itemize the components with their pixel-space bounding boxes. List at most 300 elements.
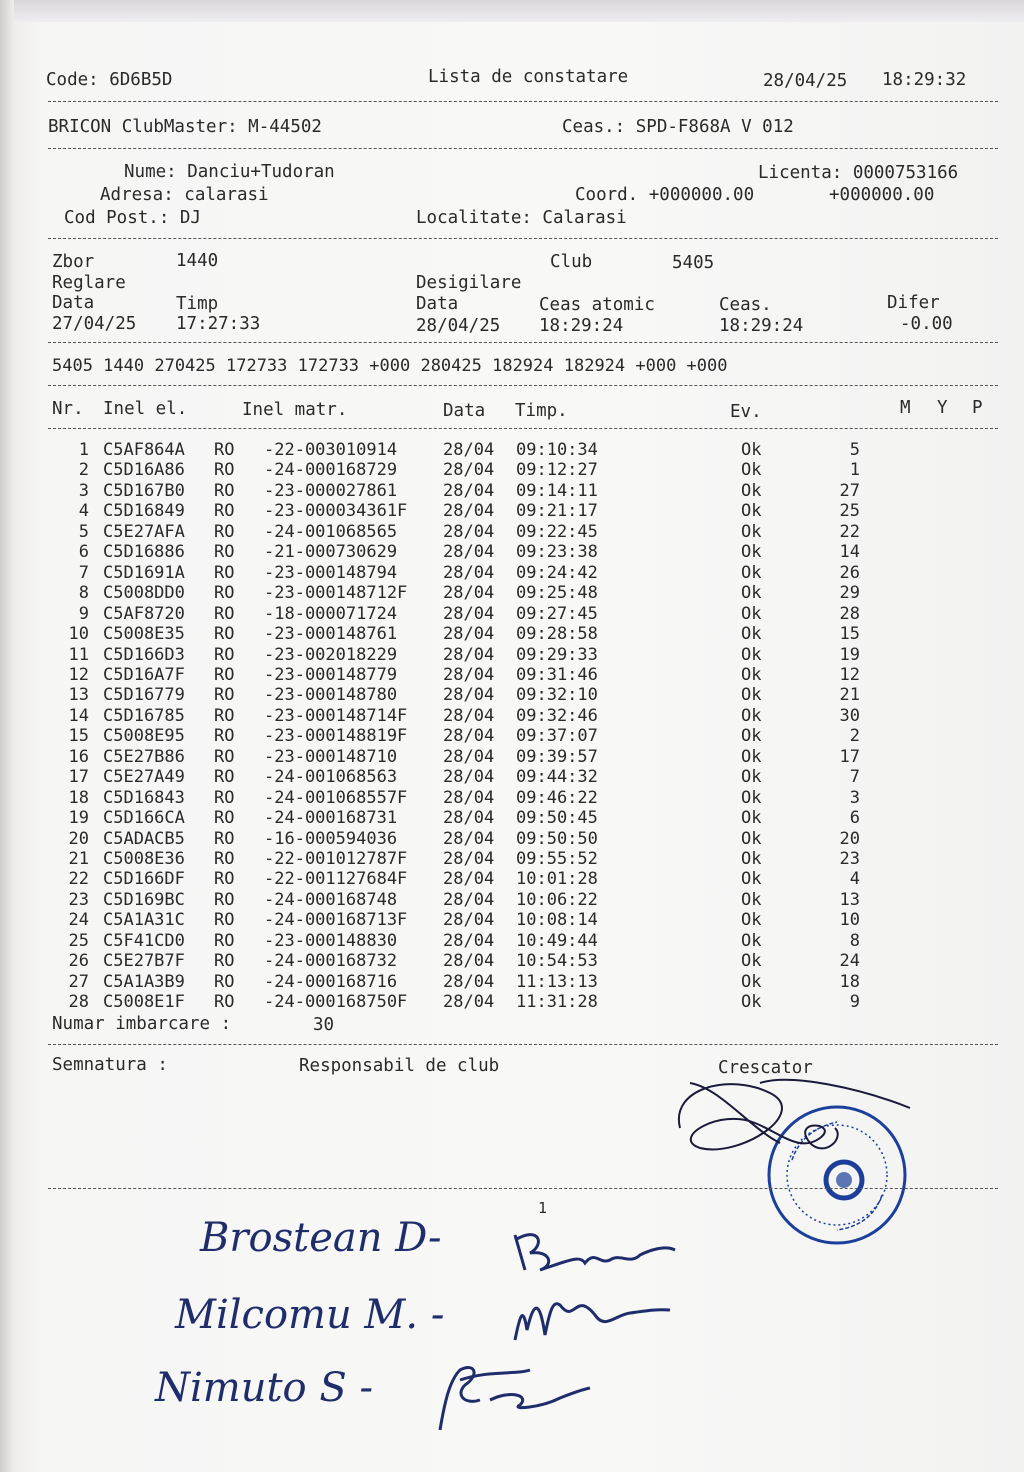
cell-cc: RO: [214, 767, 235, 788]
cell-data: 28/04: [443, 767, 495, 788]
owner-address: Adresa: calarasi: [100, 185, 269, 205]
cell-cc: RO: [214, 603, 235, 624]
device-model: BRICON ClubMaster: M-44502: [48, 117, 322, 137]
cell-timp: 10:01:28: [516, 869, 598, 890]
header-date: 28/04/25: [763, 71, 848, 91]
table-row: [0, 624, 1024, 645]
cell-nr: 16: [68, 746, 89, 767]
cell-el: C5D16849: [103, 501, 185, 522]
cell-nr: 18: [68, 787, 89, 808]
cell-timp: 09:44:32: [516, 767, 598, 788]
cell-data: 28/04: [443, 849, 495, 869]
cell-timp: 09:55:52: [516, 849, 598, 869]
cell-matr: -23-002018229: [264, 644, 398, 665]
cell-cc: RO: [214, 583, 235, 604]
cell-data: 28/04: [443, 992, 495, 1013]
owner-locality: Localitate: Calarasi: [416, 208, 627, 228]
cell-timp: 09:32:46: [516, 705, 598, 726]
cell-n: 27: [839, 480, 860, 501]
cell-ev: Ok: [741, 521, 762, 542]
reglare-time-label: Timp: [176, 294, 219, 314]
cell-n: 18: [839, 971, 860, 992]
cell-el: C5E27B7F: [103, 951, 185, 972]
cell-cc: RO: [214, 624, 235, 645]
cell-matr: -23-000034361F: [264, 501, 408, 522]
table-row: [0, 951, 1024, 972]
divider: [48, 342, 998, 343]
cell-ev: Ok: [741, 440, 762, 460]
cell-cc: RO: [214, 542, 235, 563]
cell-timp: 10:54:53: [516, 951, 598, 972]
clock-time: 18:29:24: [719, 316, 804, 336]
table-row: [0, 563, 1024, 584]
page-number: 1: [538, 1199, 548, 1217]
cell-cc: RO: [214, 501, 235, 522]
cell-cc: RO: [214, 705, 235, 726]
cell-matr: -22-001127684F: [264, 869, 408, 890]
divider: [48, 428, 998, 429]
table-row: [0, 583, 1024, 604]
table-row: [0, 726, 1024, 747]
reglare-time: 17:27:33: [176, 314, 261, 334]
cell-ev: Ok: [741, 849, 762, 869]
cell-el: C5D166CA: [103, 808, 185, 829]
cell-timp: 09:46:22: [516, 787, 598, 808]
cell-cc: RO: [214, 460, 235, 481]
flight-number: 1440: [176, 251, 219, 271]
cell-ev: Ok: [741, 705, 762, 726]
difference-value: -0.00: [900, 314, 953, 334]
cell-cc: RO: [214, 746, 235, 767]
cell-el: C5ADACB5: [103, 828, 185, 849]
cell-data: 28/04: [443, 685, 495, 706]
cell-nr: 20: [68, 828, 89, 849]
header-time: 18:29:32: [882, 70, 967, 90]
cell-matr: -23-000148714F: [264, 705, 408, 726]
owner-license: Licenta: 0000753166: [758, 163, 959, 183]
cell-timp: 10:06:22: [516, 889, 598, 910]
cell-matr: -23-000148712F: [264, 583, 408, 604]
cell-data: 28/04: [443, 501, 495, 522]
cell-ev: Ok: [741, 501, 762, 522]
cell-n: 20: [839, 828, 860, 849]
col-header-y: Y: [937, 398, 948, 418]
cell-cc: RO: [214, 808, 235, 829]
cell-nr: 21: [68, 849, 89, 869]
cell-cc: RO: [214, 562, 235, 583]
cell-cc: RO: [214, 480, 235, 501]
cell-el: C5E27B86: [103, 746, 185, 767]
cell-ev: Ok: [741, 603, 762, 624]
cell-n: 1: [849, 460, 860, 481]
col-header-nr: Nr.: [52, 399, 84, 419]
cell-timp: 09:24:42: [516, 562, 598, 583]
cell-nr: 15: [68, 726, 89, 747]
cell-cc: RO: [214, 971, 235, 992]
cell-n: 30: [839, 705, 860, 726]
divider: [48, 148, 998, 149]
cell-data: 28/04: [443, 583, 495, 604]
cell-el: C5008E35: [103, 624, 185, 645]
cell-cc: RO: [214, 849, 235, 869]
table-row: [0, 481, 1024, 502]
table-row: [0, 910, 1024, 931]
cell-timp: 09:25:48: [516, 583, 598, 604]
cell-el: C5D166D3: [103, 644, 185, 665]
cell-matr: -24-000168729: [264, 460, 398, 481]
handwritten-signature-3: [420, 1350, 600, 1440]
owner-postal-code: Cod Post.: DJ: [64, 208, 201, 228]
cell-timp: 10:08:14: [516, 910, 598, 931]
cell-matr: -24-000168750F: [264, 992, 408, 1013]
cell-el: C5D16779: [103, 685, 185, 706]
cell-n: 25: [839, 501, 860, 522]
divider: [48, 1188, 998, 1189]
cell-n: 19: [839, 644, 860, 665]
club-label: Club: [550, 252, 593, 272]
cell-matr: -22-003010914: [264, 440, 398, 460]
cell-data: 28/04: [443, 971, 495, 992]
cell-matr: -24-000168748: [264, 889, 398, 910]
table-row: [0, 665, 1024, 686]
table-row: [0, 931, 1024, 952]
handwritten-name-1: Brostean D-: [200, 1215, 442, 1261]
cell-ev: Ok: [741, 664, 762, 685]
cell-data: 28/04: [443, 562, 495, 583]
paper-top-edge: [0, 0, 1024, 22]
col-header-data: Data: [443, 401, 486, 421]
cell-n: 26: [839, 562, 860, 583]
cell-matr: -22-001012787F: [264, 849, 408, 869]
cell-ev: Ok: [741, 685, 762, 706]
cell-el: C5E27AFA: [103, 521, 185, 542]
club-number: 5405: [672, 253, 715, 273]
cell-ev: Ok: [741, 828, 762, 849]
owner-coordinates-second: +000000.00: [829, 185, 935, 205]
cell-n: 22: [839, 521, 860, 542]
cell-nr: 25: [68, 930, 89, 951]
cell-matr: -23-000148710: [264, 746, 398, 767]
reglare-date: 27/04/25: [52, 314, 137, 334]
cell-ev: Ok: [741, 951, 762, 972]
cell-matr: -24-001068563: [264, 767, 398, 788]
cell-n: 5: [849, 440, 860, 460]
cell-el: C5D16785: [103, 705, 185, 726]
cell-n: 21: [839, 685, 860, 706]
table-row: [0, 849, 1024, 870]
cell-ev: Ok: [741, 746, 762, 767]
cell-n: 15: [839, 624, 860, 645]
desigilare-date: 28/04/25: [416, 316, 501, 336]
cell-data: 28/04: [443, 828, 495, 849]
cell-nr: 8: [78, 583, 89, 604]
cell-matr: -24-001068557F: [264, 787, 408, 808]
cell-n: 3: [849, 787, 860, 808]
cell-ev: Ok: [741, 869, 762, 890]
device-clock: Ceas.: SPD-F868A V 012: [562, 117, 794, 137]
cell-data: 28/04: [443, 460, 495, 481]
reglare-label: Reglare: [52, 273, 126, 293]
cell-nr: 1: [78, 440, 89, 460]
divider: [48, 101, 998, 102]
cell-n: 6: [849, 808, 860, 829]
cell-matr: -23-000148794: [264, 562, 398, 583]
cell-timp: 11:13:13: [516, 971, 598, 992]
cell-cc: RO: [214, 889, 235, 910]
cell-nr: 2: [78, 460, 89, 481]
cell-data: 28/04: [443, 480, 495, 501]
cell-cc: RO: [214, 869, 235, 890]
divider: [48, 385, 998, 386]
cell-data: 28/04: [443, 910, 495, 931]
cell-matr: -23-000148830: [264, 930, 398, 951]
cell-data: 28/04: [443, 726, 495, 747]
cell-ev: Ok: [741, 889, 762, 910]
cell-nr: 23: [68, 889, 89, 910]
cell-cc: RO: [214, 726, 235, 747]
cell-el: C5D169BC: [103, 889, 185, 910]
cell-nr: 14: [68, 705, 89, 726]
cell-data: 28/04: [443, 787, 495, 808]
cell-ev: Ok: [741, 542, 762, 563]
cell-n: 10: [839, 910, 860, 931]
cell-el: C5A1A3B9: [103, 971, 185, 992]
cell-ev: Ok: [741, 460, 762, 481]
cell-timp: 09:37:07: [516, 726, 598, 747]
cell-el: C5E27A49: [103, 767, 185, 788]
owner-name: Nume: Danciu+Tudoran: [124, 162, 335, 182]
cell-matr: -23-000148819F: [264, 726, 408, 747]
cell-cc: RO: [214, 440, 235, 460]
cell-timp: 09:27:45: [516, 603, 598, 624]
cell-timp: 09:14:11: [516, 480, 598, 501]
breeder-signature: [660, 1068, 930, 1168]
cell-nr: 24: [68, 910, 89, 931]
cell-timp: 09:39:57: [516, 746, 598, 767]
atomic-clock-time: 18:29:24: [539, 316, 624, 336]
cell-nr: 12: [68, 664, 89, 685]
cell-nr: 28: [68, 992, 89, 1013]
cell-matr: -24-000168731: [264, 808, 398, 829]
cell-timp: 11:31:28: [516, 992, 598, 1013]
cell-timp: 09:50:45: [516, 808, 598, 829]
cell-n: 4: [849, 869, 860, 890]
cell-ev: Ok: [741, 808, 762, 829]
cell-nr: 11: [68, 644, 89, 665]
col-header-m: M: [900, 398, 911, 418]
col-header-inel-matr: Inel matr.: [242, 400, 348, 420]
signature-label: Semnatura :: [52, 1055, 168, 1075]
cell-nr: 19: [68, 808, 89, 829]
cell-nr: 17: [68, 767, 89, 788]
cell-data: 28/04: [443, 624, 495, 645]
col-header-inel-el: Inel el.: [103, 399, 188, 419]
cell-nr: 10: [68, 624, 89, 645]
divider: [48, 238, 998, 239]
cell-timp: 09:32:10: [516, 685, 598, 706]
table-row: [0, 604, 1024, 625]
cell-matr: -23-000148780: [264, 685, 398, 706]
document-title: Lista de constatare: [428, 67, 629, 87]
boarding-count-value: 30: [313, 1015, 335, 1035]
handwritten-signature-1: [500, 1215, 680, 1285]
col-header-p: P: [972, 398, 983, 418]
cell-cc: RO: [214, 951, 235, 972]
table-row: [0, 747, 1024, 768]
table-row: [0, 542, 1024, 563]
cell-data: 28/04: [443, 930, 495, 951]
cell-matr: -24-001068565: [264, 521, 398, 542]
cell-el: C5D167B0: [103, 480, 185, 501]
cell-data: 28/04: [443, 869, 495, 890]
cell-cc: RO: [214, 521, 235, 542]
cell-nr: 13: [68, 685, 89, 706]
cell-data: 28/04: [443, 889, 495, 910]
cell-matr: -23-000027861: [264, 480, 398, 501]
cell-cc: RO: [214, 930, 235, 951]
cell-ev: Ok: [741, 562, 762, 583]
cell-nr: 6: [78, 542, 89, 563]
table-row: [0, 829, 1024, 850]
cell-nr: 27: [68, 971, 89, 992]
cell-ev: Ok: [741, 767, 762, 788]
cell-cc: RO: [214, 664, 235, 685]
cell-n: 28: [839, 603, 860, 624]
cell-el: C5D16843: [103, 787, 185, 808]
cell-timp: 09:10:34: [516, 440, 598, 460]
cell-ev: Ok: [741, 480, 762, 501]
cell-el: C5D1691A: [103, 562, 185, 583]
cell-data: 28/04: [443, 440, 495, 460]
table-row: [0, 522, 1024, 543]
boarding-count-label: Numar imbarcare :: [52, 1014, 232, 1034]
cell-n: 17: [839, 746, 860, 767]
cell-cc: RO: [214, 992, 235, 1013]
table-row: [0, 460, 1024, 481]
cell-timp: 09:31:46: [516, 664, 598, 685]
cell-matr: -16-000594036: [264, 828, 398, 849]
cell-nr: 4: [78, 501, 89, 522]
cell-data: 28/04: [443, 746, 495, 767]
table-row: [0, 890, 1024, 911]
cell-timp: 09:22:45: [516, 521, 598, 542]
table-row: [0, 645, 1024, 666]
difference-label: Difer: [887, 293, 940, 313]
divider: [48, 1044, 998, 1045]
cell-ev: Ok: [741, 726, 762, 747]
cell-ev: Ok: [741, 583, 762, 604]
cell-n: 29: [839, 583, 860, 604]
handwritten-name-3: Nimuto S -: [155, 1365, 373, 1411]
cell-el: C5AF8720: [103, 603, 185, 624]
cell-n: 12: [839, 664, 860, 685]
cell-nr: 3: [78, 480, 89, 501]
cell-el: C5D16A7F: [103, 664, 185, 685]
table-row: [0, 685, 1024, 706]
cell-ev: Ok: [741, 971, 762, 992]
cell-timp: 09:21:17: [516, 501, 598, 522]
cell-ev: Ok: [741, 787, 762, 808]
cell-nr: 22: [68, 869, 89, 890]
cell-matr: -18-000071724: [264, 603, 398, 624]
cell-data: 28/04: [443, 603, 495, 624]
cell-n: 24: [839, 951, 860, 972]
owner-coordinates: Coord. +000000.00: [575, 185, 755, 205]
cell-el: C5D166DF: [103, 869, 185, 890]
cell-timp: 10:49:44: [516, 930, 598, 951]
document-code: Code: 6D6B5D: [46, 70, 173, 90]
cell-matr: -24-000168732: [264, 951, 398, 972]
cell-data: 28/04: [443, 644, 495, 665]
atomic-clock-label: Ceas atomic: [539, 295, 655, 315]
cell-el: C5D16886: [103, 542, 185, 563]
cell-timp: 09:50:50: [516, 828, 598, 849]
cell-el: C5008E1F: [103, 992, 185, 1013]
cell-nr: 5: [78, 521, 89, 542]
col-header-ev: Ev.: [730, 402, 762, 422]
cell-n: 14: [839, 542, 860, 563]
desigilare-label: Desigilare: [416, 273, 522, 293]
cell-n: 23: [839, 849, 860, 869]
cell-n: 8: [849, 930, 860, 951]
cell-n: 7: [849, 767, 860, 788]
cell-el: C5008DD0: [103, 583, 185, 604]
table-row: [0, 808, 1024, 829]
reglare-date-label: Data: [52, 293, 95, 313]
breeder-label: Crescator: [718, 1058, 813, 1078]
cell-n: 2: [849, 726, 860, 747]
cell-el: C5008E95: [103, 726, 185, 747]
cell-data: 28/04: [443, 808, 495, 829]
table-row: [0, 869, 1024, 890]
cell-n: 13: [839, 889, 860, 910]
cell-el: C5F41CD0: [103, 930, 185, 951]
handwritten-signature-2: [505, 1285, 675, 1355]
cell-nr: 26: [68, 951, 89, 972]
desigilare-date-label: Data: [416, 294, 459, 314]
cell-ev: Ok: [741, 910, 762, 931]
clock-label: Ceas.: [719, 295, 772, 315]
table-row: [0, 706, 1024, 727]
cell-matr: -24-000168716: [264, 971, 398, 992]
cell-timp: 09:12:27: [516, 460, 598, 481]
table-row: [0, 767, 1024, 788]
cell-data: 28/04: [443, 542, 495, 563]
handwritten-name-2: Milcomu M. -: [175, 1292, 445, 1338]
cell-nr: 9: [78, 603, 89, 624]
table-row: [0, 972, 1024, 993]
cell-data: 28/04: [443, 521, 495, 542]
club-responsible-label: Responsabil de club: [299, 1056, 500, 1076]
summary-line: 5405 1440 270425 172733 172733 +000 280425 182924 182924 +000 +000: [52, 356, 728, 376]
cell-cc: RO: [214, 644, 235, 665]
cell-timp: 09:29:33: [516, 644, 598, 665]
cell-matr: -21-000730629: [264, 542, 398, 563]
cell-data: 28/04: [443, 705, 495, 726]
cell-matr: -23-000148779: [264, 664, 398, 685]
cell-cc: RO: [214, 828, 235, 849]
cell-timp: 09:28:58: [516, 624, 598, 645]
cell-cc: RO: [214, 685, 235, 706]
table-row: [0, 788, 1024, 809]
cell-el: C5008E36: [103, 849, 185, 869]
cell-data: 28/04: [443, 664, 495, 685]
cell-ev: Ok: [741, 624, 762, 645]
cell-matr: -24-000168713F: [264, 910, 408, 931]
cell-timp: 09:23:38: [516, 542, 598, 563]
col-header-timp: Timp.: [515, 401, 568, 421]
cell-ev: Ok: [741, 992, 762, 1013]
